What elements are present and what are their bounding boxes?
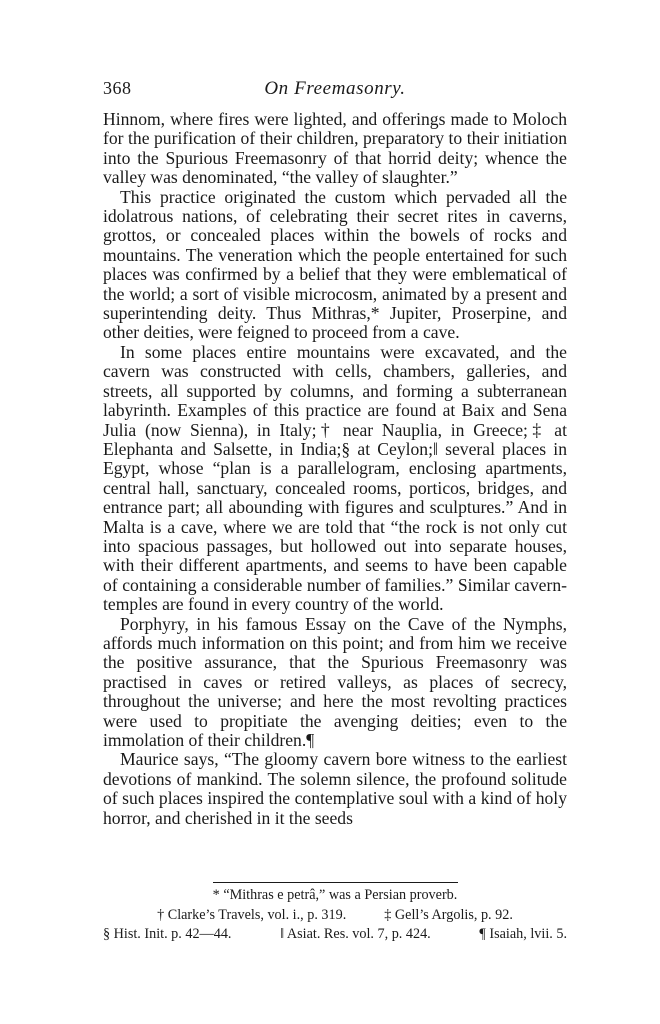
footnote-mithras: * “Mithras e petrâ,” was a Persian proverb. (212, 887, 458, 903)
footnotes (103, 886, 567, 945)
footnote-hist: § Hist. Init. p. 42—44. (103, 926, 232, 942)
footnote-gell: ‡ Gell’s Argolis, p. 92. (384, 906, 513, 923)
paragraph-continuation: Hinnom, where fires were lighted, and offerings made to Moloch for the purification of their children, preparatory to their initiation into the Spurious Freemasonry of that horrid deity; whence the valley was denominated, “the valley of slaughter.” (103, 109, 567, 188)
running-title: On Freemasonry. (264, 78, 406, 99)
footnote-line-3 (103, 925, 567, 945)
footnote-isaiah: ¶ Isaiah, lvii. 5. (479, 926, 567, 942)
paragraph-excavated-mountains: In some places entire mountains were excavated, and the cavern was constructed with cells, chambers, galleries, and streets, all supported by columns, and forming a subterranean labyrinth. Examples of this practice are found at Baix and Sena Julia (now Sienna), in Italy;† near Nauplia, in Greece;‡ at Elephanta and Salsette, in India;§ at Ceylon;‖ several places in Egypt, whose “plan is a parallelogram, enclosing apartments, central hall, sanctuary, concealed rooms, porticos, bridges, and entrance part; all abounding with figures and sculptures.” And in Malta is a cave, where we are told that “the rock is not only cut into spacious passages, but hollowed out into separate houses, with their different apartments, and seems to have been capable of containing a considerable number of families.” Similar cavern-temples are found in every country of the world. (103, 341, 567, 615)
body-text (103, 110, 567, 828)
page-header (103, 78, 567, 102)
paragraph-maurice: Maurice says, “The gloomy cavern bore witness to the earliest devotions of mankind. The solemn silence, the profound solitude of such places inspired the contemplative soul with a kind of holy horror, and cherished in it the seeds (103, 749, 567, 828)
footnote-line-1 (103, 886, 567, 906)
paragraph-porphyry: Porphyry, in his famous Essay on the Cave of the Nymphs, affords much information on this point; and from him we receive the positive assurance, that the Spurious Freemasonry was practised in caves or retired valleys, as places of secrecy, throughout the universe; and here the most revolting practices were used to propitiate the avenging deities; even to the immolation of their children.¶ (103, 613, 567, 750)
paragraph-cave-rites: This practice originated the custom which pervaded all the idolatrous nations, of celebrating their secret rites in caverns, grottos, or concealed places within the bowels of rocks and mountains. The veneration which the people entertained for such places was confirmed by a belief that they were emblematical of the world; a sort of visible microcosm, animated by a present and superintending deity. Thus Mithras,* Jupiter, Proserpine, and other deities, were feigned to proceed from a cave. (103, 186, 567, 343)
footnote-line-2 (103, 906, 567, 926)
page-number: 368 (103, 78, 132, 98)
footnote-asiat: ‖ Asiat. Res. vol. 7, p. 424. (280, 926, 431, 942)
footnote-clarke: † Clarke’s Travels, vol. i., p. 319. (157, 906, 347, 923)
footnote-rule (213, 882, 458, 883)
